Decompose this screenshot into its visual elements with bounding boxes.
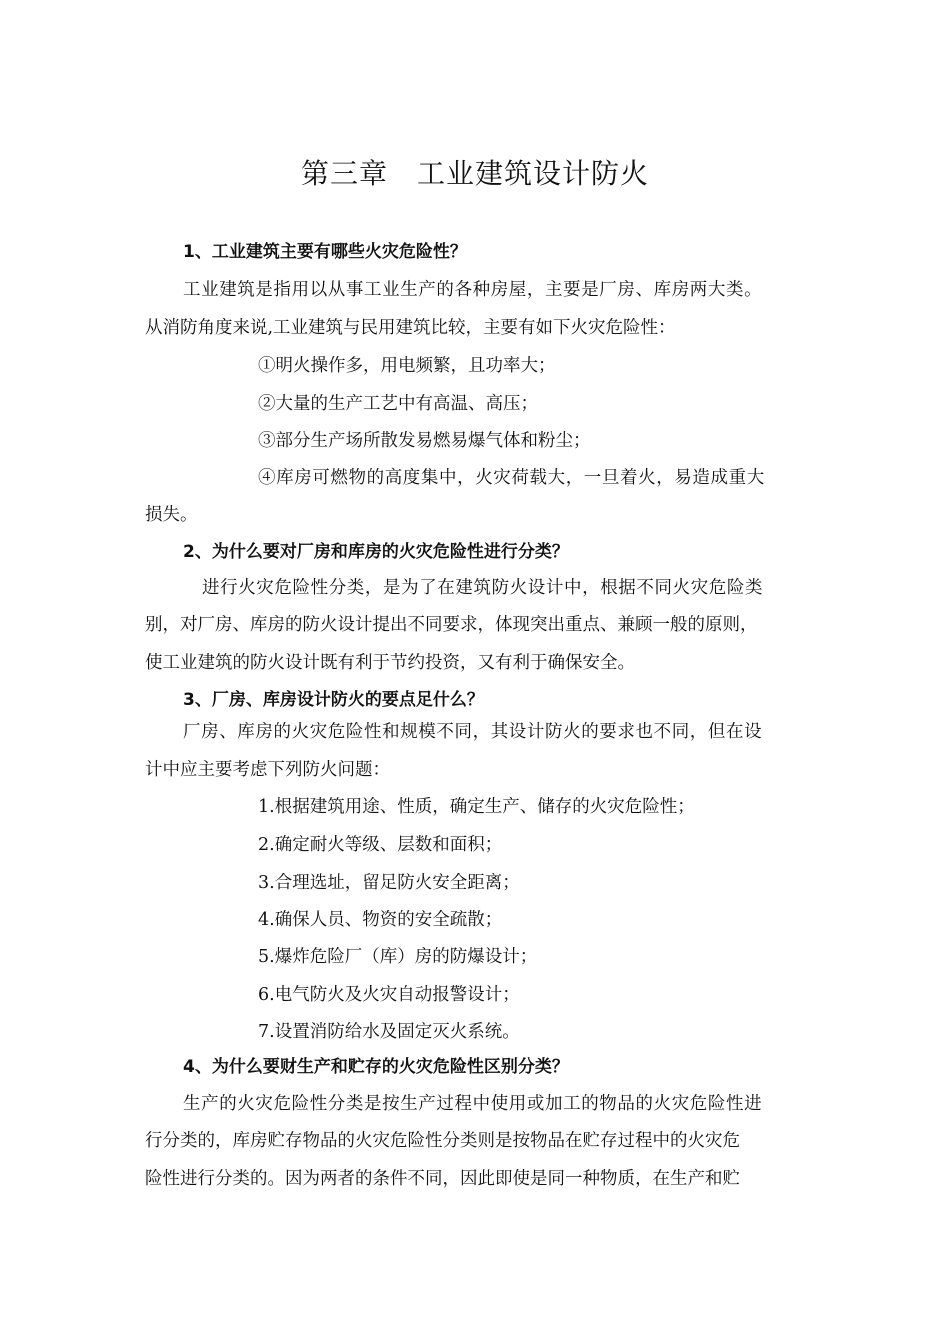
question-1: 1、工业建筑主要有哪些火灾危险性？ <box>183 242 467 262</box>
answer-4-line-3: 险性进行分类的。因为两者的条件不同，因此即使是同一种物质，在生产和贮 <box>145 1169 740 1189</box>
answer-2-line-1: 进行火灾危险性分类，是为了在建筑防火设计中，根据不同火灾危险类 <box>202 578 764 598</box>
answer-1-item-4: ④库房可燃物的高度集中，火灾荷载大，一旦着火，易造成重大 <box>258 468 765 488</box>
answer-3-item-5: 5.爆炸危险厂（库）房的防爆设计； <box>258 947 538 967</box>
answer-1-item-2: ②大量的生产工艺中有高温、高压； <box>258 394 538 414</box>
answer-1-item-4-continuation: 损失。 <box>145 505 198 525</box>
answer-1-item-1: ①明火操作多，用电频繁，且功率大； <box>258 356 556 376</box>
answer-4-line-2: 行分类的，库房贮存物品的火灾危险性分类则是按物品在贮存过程中的火灾危 <box>145 1131 740 1151</box>
answer-3-item-4: 4.确保人员、物资的安全疏散； <box>258 910 503 930</box>
question-3: 3、厂房、库房设计防火的要点足什么？ <box>183 690 484 710</box>
answer-2-line-2: 别，对厂房、库房的防火设计提出不同要求，体现突出重点、兼顾一般的原则， <box>145 615 758 635</box>
answer-3-item-1: 1.根据建筑用途、性质，确定生产、储存的火灾危险性； <box>258 797 695 817</box>
answer-4-line-1: 生产的火灾危险性分类是按生产过程中使用或加工的物品的火灾危险性进 <box>183 1094 763 1114</box>
question-2: 2、为什么要对厂房和库房的火灾危险性进行分类？ <box>183 542 569 562</box>
answer-3-line-2: 计中应主要考虑下列防火问题： <box>145 760 390 780</box>
answer-2-line-3: 使工业建筑的防火设计既有利于节约投资，又有利于确保安全。 <box>145 653 635 673</box>
answer-3-item-7: 7.设置消防给水及固定灭火系统。 <box>258 1022 520 1042</box>
answer-1-line-2: 从消防角度来说,工业建筑与民用建筑比较，主要有如下火灾危险性： <box>145 318 676 338</box>
answer-3-line-1: 厂房、库房的火灾危险性和规模不同，其设计防火的要求也不同，但在设 <box>183 722 763 742</box>
answer-1-line-1: 工业建筑是指用以从事工业生产的各种房屋，主要是厂房、库房两大类。 <box>183 280 763 300</box>
answer-3-item-3: 3.合理选址，留足防火安全距离； <box>258 873 520 893</box>
answer-1-item-3: ③部分生产场所散发易燃易爆气体和粉尘； <box>258 431 591 451</box>
question-4: 4、为什么要财生产和贮存的火灾危险性区别分类？ <box>183 1057 569 1077</box>
chapter-title: 第三章 工业建筑设计防火 <box>300 157 649 190</box>
answer-3-item-2: 2.确定耐火等级、层数和面积； <box>258 835 503 855</box>
answer-3-item-6: 6.电气防火及火灾自动报警设计； <box>258 985 520 1005</box>
